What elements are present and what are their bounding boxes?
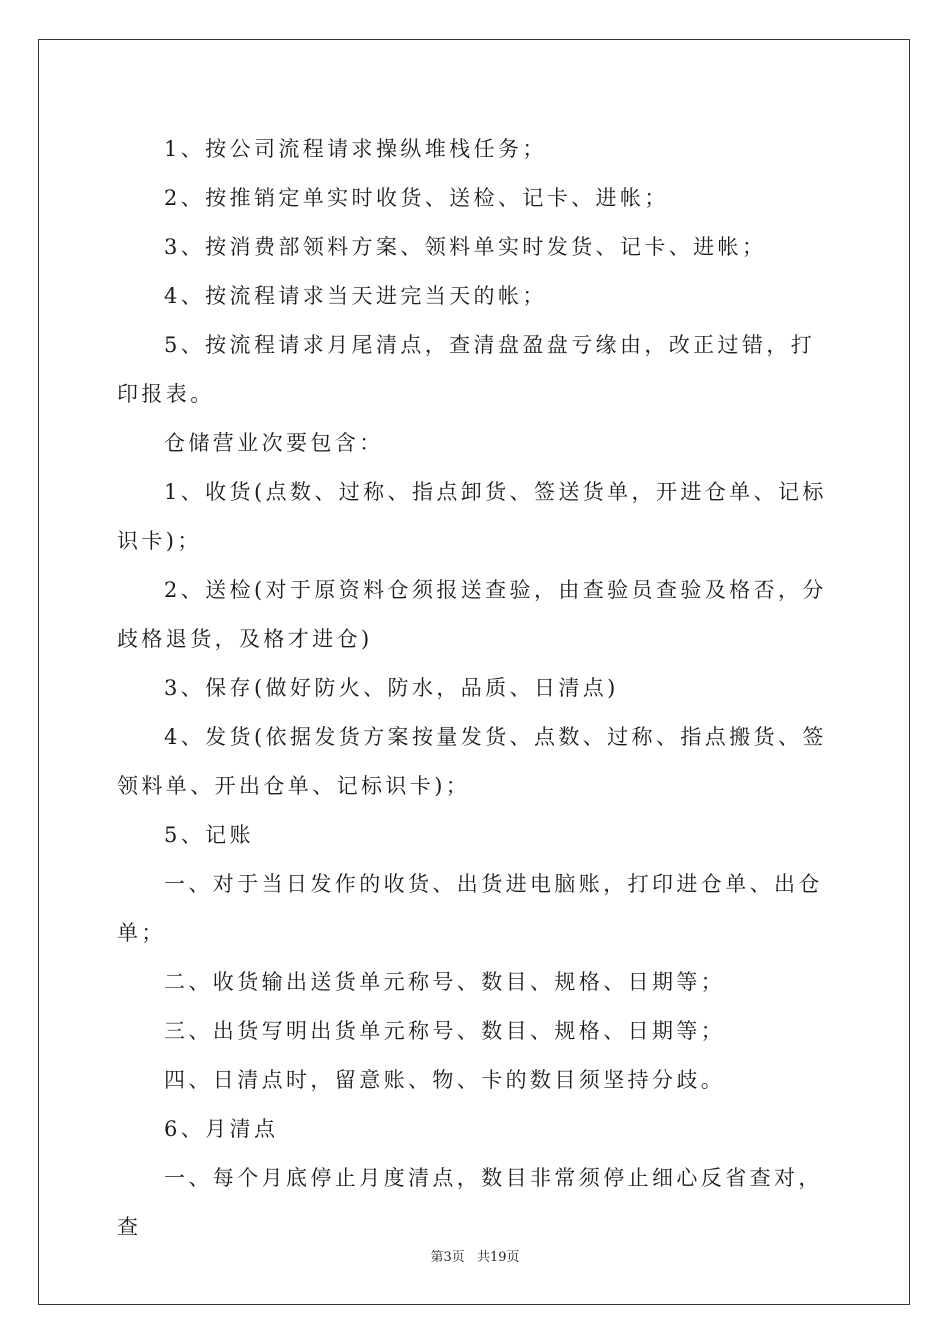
page-footer [0, 1246, 950, 1265]
paragraph: 4、按流程请求当天进完当天的帐； [164, 284, 547, 308]
paragraph: 1、收货(点数、过称、指点卸货、签送货单，开进仓单、记标识卡)； [117, 480, 827, 553]
paragraph: 4、发货(依据发货方案按量发货、点数、过称、指点搬货、签领料单、开出仓单、记标识卡)； [117, 725, 827, 798]
paragraph: 1、按公司流程请求操纵堆栈任务； [164, 137, 547, 161]
paragraph: 3、按消费部领料方案、领料单实时发货、记卡、进帐； [164, 235, 767, 259]
page-number: 第3页 [430, 1250, 465, 1265]
paragraph: 6、月清点 [164, 1117, 279, 1141]
paragraph: 一、每个月底停止月度清点，数目非常须停止细心反省查对，查 [117, 1166, 823, 1239]
paragraph: 二、收货输出送货单元称号、数目、规格、日期等； [164, 970, 726, 994]
paragraph: 仓储营业次要包含： [164, 431, 384, 455]
paragraph: 3、保存(做好防火、防水，品质、日清点) [164, 676, 619, 700]
paragraph: 三、出货写明出货单元称号、数目、规格、日期等； [164, 1019, 726, 1043]
paragraph: 一、对于当日发作的收货、出货进电脑账，打印进仓单、出仓单； [117, 872, 823, 945]
page-total: 共19页 [476, 1250, 520, 1265]
paragraph: 2、送检(对于原资料仓须报送查验，由查验员查验及格否，分歧格退货，及格才进仓) [117, 578, 827, 651]
paragraph: 四、日清点时，留意账、物、卡的数目须坚持分歧。 [164, 1068, 726, 1092]
paragraph: 5、按流程请求月尾清点，查清盘盈盘亏缘由，改正过错，打印报表。 [117, 333, 816, 406]
paragraph: 2、按推销定单实时收货、送检、记卡、进帐； [164, 186, 669, 210]
document-body [117, 125, 835, 1252]
paragraph: 5、记账 [164, 823, 254, 847]
